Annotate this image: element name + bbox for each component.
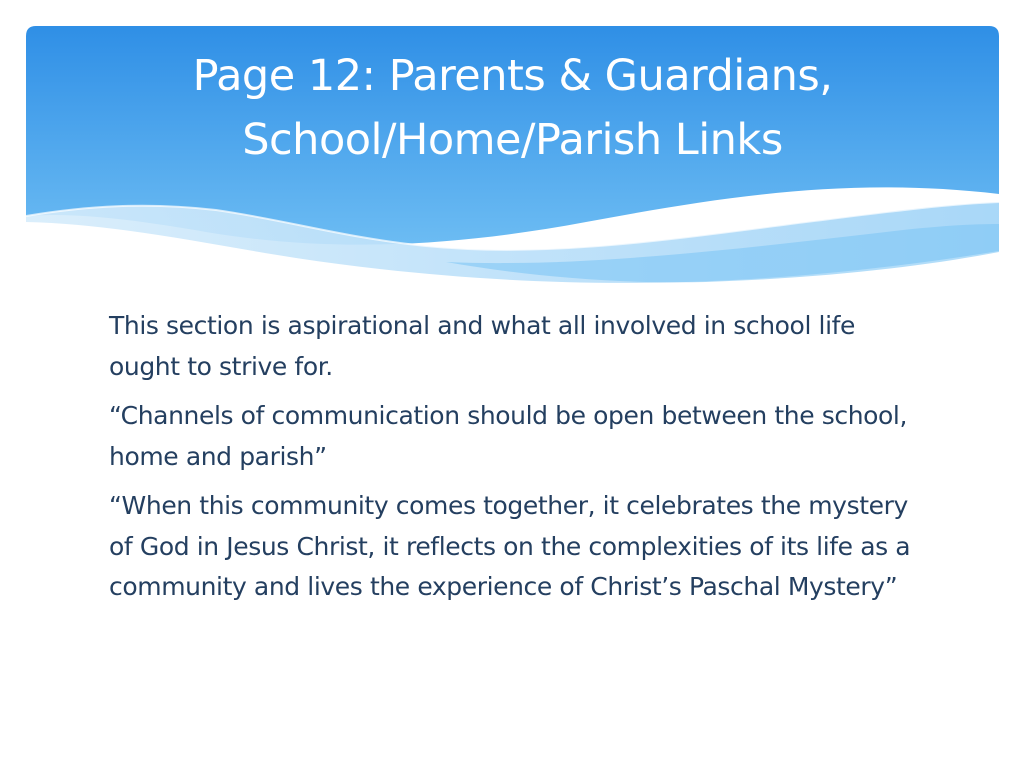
slide-body [109, 306, 929, 617]
body-paragraph-3: “When this community comes together, it celebrates the mystery of God in Jesus Christ, it reflects on the complexities of its life as a community and lives the experience of Christ’s Paschal Mystery” [109, 491, 911, 601]
body-paragraph-2: “Channels of communication should be open between the school, home and parish” [109, 401, 908, 471]
slide-title [26, 44, 999, 172]
body-paragraph-1: This section is aspirational and what all involved in school life ought to strive for. [109, 311, 856, 381]
slide-title-line-2: School/Home/Parish Links [242, 115, 783, 165]
slide-title-line-1: Page 12: Parents & Guardians, [192, 51, 833, 101]
